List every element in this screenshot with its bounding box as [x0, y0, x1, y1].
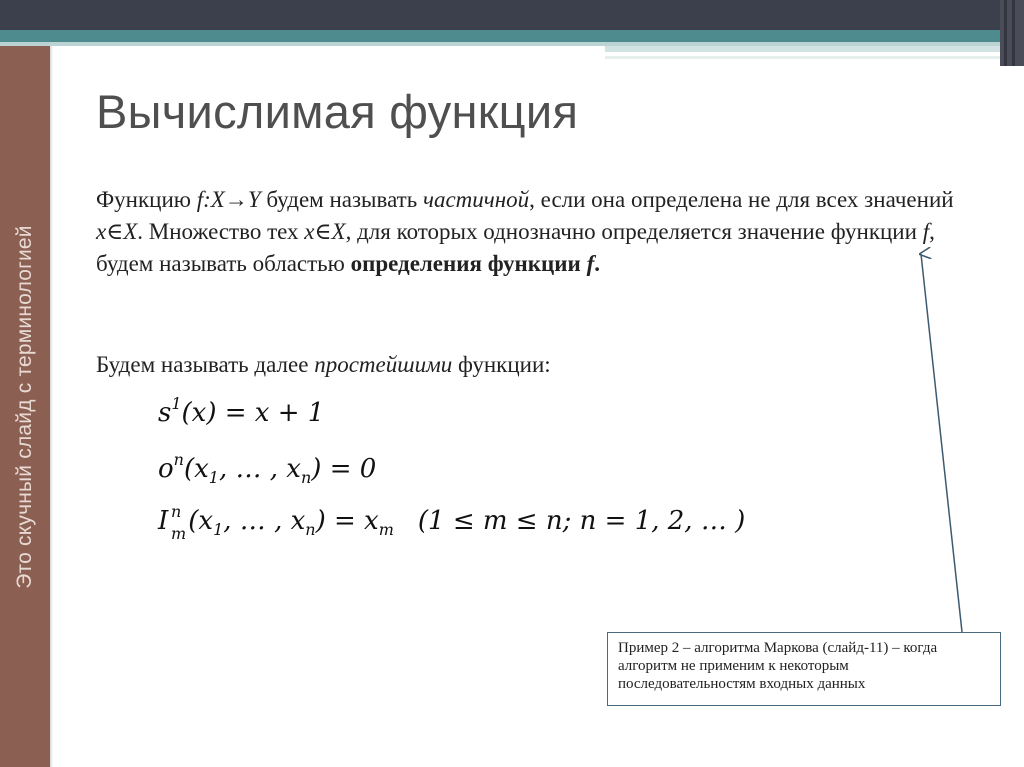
top-decor-bar — [0, 0, 1024, 30]
fn-sub: m — [171, 524, 187, 543]
simplest-intro — [96, 352, 551, 378]
top-decor-strip — [605, 46, 1000, 52]
formula-zero — [158, 450, 376, 487]
text-span: . — [594, 251, 600, 276]
fn-sub: 1 — [208, 468, 219, 487]
fn-sup: n — [171, 502, 182, 521]
fn-args: , … , x — [218, 454, 301, 484]
math-f: f — [922, 219, 930, 244]
side-band-shadow — [50, 46, 53, 767]
term-simplest: простейшими — [314, 352, 453, 377]
fn-args: (x — [183, 454, 209, 484]
formula-successor — [158, 394, 324, 428]
math-f: f — [586, 251, 595, 276]
fn-name-group — [158, 502, 187, 543]
fn-sub: n — [305, 520, 316, 539]
math-x-in-X: x∈X — [304, 219, 346, 244]
definition-paragraph — [96, 184, 956, 280]
fn-args: (x — [188, 506, 214, 536]
fn-sub: n — [300, 468, 312, 487]
top-accent-bar — [0, 30, 1000, 42]
text-span: . Множество тех — [137, 219, 305, 244]
fn-sup: 1 — [171, 394, 182, 413]
term-domain: определения функции — [350, 251, 587, 276]
top-decor-strip-2 — [605, 56, 1000, 59]
slide-title: Вычислимая функция — [96, 85, 579, 138]
fn-body: ) = x — [315, 506, 379, 536]
fn-name: s — [158, 398, 172, 428]
fn-name: I — [158, 506, 169, 536]
term-partial: частичной — [422, 187, 530, 212]
fn-body: (x) = x + 1 — [181, 398, 325, 428]
text-span: , для которых однозначно определяется значение функции — [345, 219, 923, 244]
math-x-in-X: x∈X — [96, 219, 138, 244]
fn-name: o — [158, 454, 174, 484]
text-span: Функцию — [96, 187, 197, 212]
formula-projection — [158, 502, 746, 543]
fn-sub: m — [378, 520, 394, 539]
math-f-mapping: f:X→Y — [196, 187, 261, 212]
side-label: Это скучный слайд с терминологией — [13, 224, 36, 589]
text-span: , будем называть областью — [96, 219, 935, 276]
annotation-note: Пример 2 – алгоритма Маркова (слайд-11) – когда алгоритм не применим к некоторым последовательностям входных данных — [607, 632, 1001, 706]
side-band — [0, 46, 50, 767]
text-span: будем называть — [260, 187, 423, 212]
text-span: , если она определена не для всех значений — [529, 187, 954, 212]
top-right-decor — [1000, 0, 1024, 66]
fn-sub: 1 — [213, 520, 224, 539]
text-span: Будем называть далее — [96, 352, 315, 377]
fn-body: ) = 0 — [311, 454, 377, 484]
fn-sup: n — [173, 450, 184, 469]
fn-condition: (1 ≤ m ≤ n; n = 1, 2, … ) — [417, 506, 746, 536]
text-span: функции: — [452, 352, 551, 377]
fn-args: , … , x — [223, 506, 306, 536]
